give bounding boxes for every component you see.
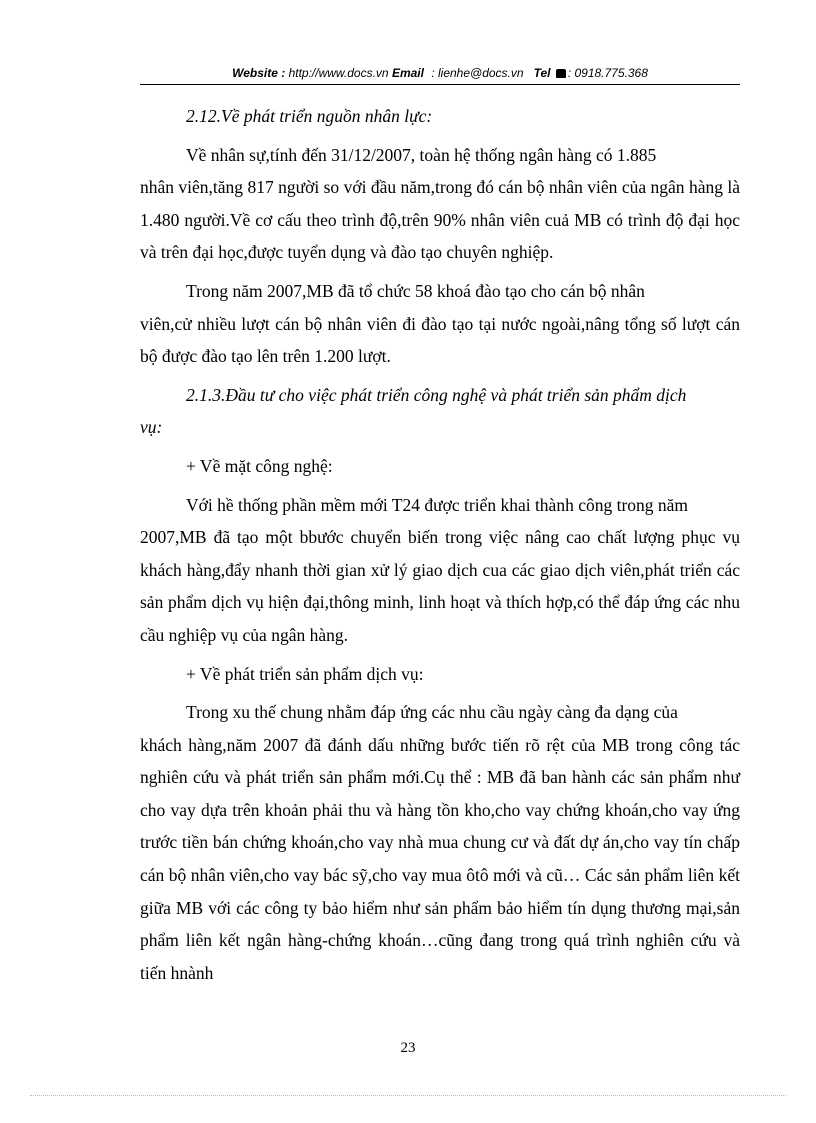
subheading-technology: + Về mặt công nghệ:	[186, 455, 333, 476]
paragraph-continuation: 2007,MB đã tạo một bbước chuyển biến trong việc nâng cao chất lượng phục vụ khách hàng,đẩy nhanh thời gian xử lý giao dịch cua các giao dịch viên,phát triển các sản phẩm dịch vụ hiện đại,thông minh, linh hoạt và thích hợp,có thể đáp ứng các nhu cầu nghiệp vụ của ngân hàng.	[140, 527, 740, 645]
page-header	[140, 66, 740, 80]
paragraph-continuation: nhân viên,tăng 817 người so với đầu năm,trong đó cán bộ nhân viên của ngân hàng là 1.480 người.Về cơ cấu theo trình độ,trên 90% nhân viên cuả MB có trình độ đại học và trên đại học,được tuyển dụng và đào tạo chuyên nghiệp.	[140, 177, 740, 263]
paragraph-first-line: Về nhân sự,tính đến 31/12/2007, toàn hệ thống ngân hàng có 1.885	[186, 144, 657, 165]
tel-label: Tel	[533, 66, 551, 80]
paragraph-continuation: khách hàng,năm 2007 đã đánh dấu những bước tiến rõ rệt của MB trong công tác nghiên cứu và phát triển sản phẩm mới.Cụ thể : MB đã ban hành các sản phẩm như cho vay dựa trên khoản phải thu và hàng tồn kho,cho vay chứng khoán,cho vay ứng trước tiền bán chứng khoán,cho vay nhà mua chung cư và đất dự án,cho vay tín chấp cán bộ nhân viên,cho vay bác sỹ,cho vay mua ôtô mới và cũ… Các sản phẩm liên kết giữa MB với các công ty bảo hiểm như sản phẩm bảo hiểm tín dụng thương mại,sản phẩm liên kết ngân hàng-chứng khoán…cũng đang trong quá trình nghiên cứu và tiến hnành	[140, 734, 740, 983]
heading-continuation: vụ:	[140, 417, 163, 438]
paragraph-products	[140, 696, 740, 989]
paragraph-human-resources	[140, 139, 740, 269]
section-heading-2-12: 2.12.Về phát triển nguồn nhân lực:	[186, 106, 433, 126]
website-label: Website :	[232, 66, 286, 80]
header-divider	[140, 84, 740, 85]
email-label: Email	[391, 66, 424, 80]
paragraph-first-line: Trong năm 2007,MB đã tổ chức 58 khoá đào tạo cho cán bộ nhân	[186, 280, 645, 301]
document-body	[140, 100, 740, 995]
paragraph-technology	[140, 489, 740, 652]
footer-divider	[30, 1095, 786, 1096]
section-heading-2-1-3	[140, 379, 740, 444]
paragraph-first-line: Trong xu thế chung nhằm đáp ứng các nhu cầu ngày càng đa dạng của	[186, 702, 678, 723]
page-number: 23	[400, 1040, 416, 1056]
website-url: http://www.docs.vn	[288, 66, 389, 80]
email-address: : lienhe@docs.vn	[431, 66, 524, 80]
subheading-products: + Về phát triển sản phẩm dịch vụ:	[186, 663, 424, 684]
tel-number: : 0918.775.368	[567, 66, 648, 80]
paragraph-first-line: Với hề thống phần mềm mới T24 được triển khai thành công trong năm	[186, 494, 689, 515]
paragraph-training	[140, 275, 740, 373]
heading-first-line: 2.1.3.Đầu tư cho việc phát triển công nghệ và phát triển sản phẩm dịch	[186, 384, 687, 405]
paragraph-continuation: viên,cử nhiều lượt cán bộ nhân viên đi đào tạo tại nước ngoài,nâng tổng số lượt cán bộ được đào tạo lên trên 1.200 lượt.	[140, 313, 740, 367]
phone-icon	[556, 69, 566, 78]
